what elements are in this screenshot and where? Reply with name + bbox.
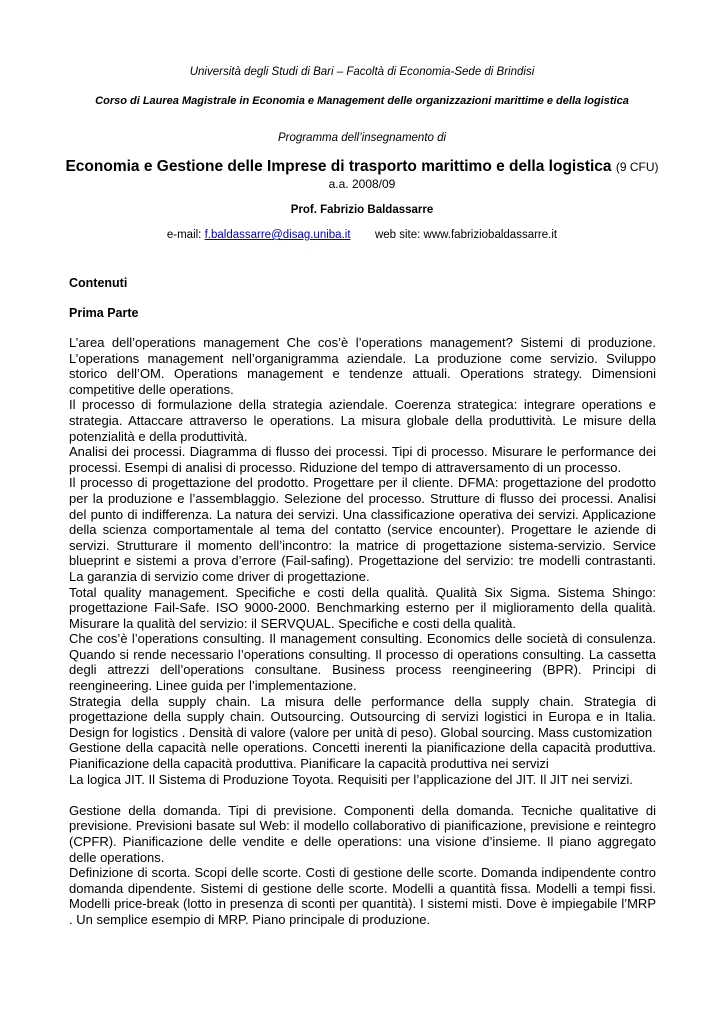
paragraph: Total quality management. Specifiche e costi della qualità. Qualità Six Sigma. Sistema Shingo: progettazione Fail-Safe. ISO 9000-2000. Benchmarking esterno per il miglioramento della qualità. Misurare la qualità del servizio: il SERVQUAL. Specifiche e costi della qualità. <box>69 584 656 631</box>
course-title-text: Economia e Gestione delle Imprese di trasporto marittimo e della logistica <box>65 158 612 175</box>
paragraph-spacer <box>69 787 656 803</box>
course-heading: Corso di Laurea Magistrale in Economia e Management delle organizzazioni marittime e della logistica <box>95 95 629 107</box>
program-intro: Programma dell’insegnamento di <box>277 132 447 144</box>
paragraph: Gestione della capacità nelle operations. Concetti inerenti la pianificazione della capacità produttiva. Pianificazione della capacità produttiva. Pianificare la capacità produttiva nei servizi <box>69 740 656 772</box>
email-label: e-mail: <box>166 229 202 241</box>
paragraph: Che cos’è l’operations consulting. Il management consulting. Economics delle società di consulenza. Quando si rende necessario l’operations consulting. Il processo di operations consulting. La cassetta degli attrezzi dell’operations consultane. Business process reengineering (BPR). Principi di reengineering. Linee guida per l’implementazione. <box>69 631 656 694</box>
email-link[interactable]: f.baldassarre@disag.uniba.it <box>204 229 351 241</box>
document-body <box>69 335 656 928</box>
academic-year: a.a. 2008/09 <box>328 177 396 191</box>
paragraph: Il processo di progettazione del prodotto. Progettare per il cliente. DFMA: progettazione del prodotto per la produzione e l’assemblaggio. Selezione del processo. Strutture di flusso dei processi. Analisi del punto di indifferenza. La natura dei servizi. Una classificazione operativa dei servizi. Applicazione della scienza comportamentale al tema del contatto (service encounter). Progettare le aziende di servizi. Strutturare il momento dell’incontro: la matrice di progettazione sistema-servizio. Service blueprint e sistemi a prova d’errore (Fail-safing). Progettazione del servizio: tre modelli contrastanti. La garanzia di servizio come driver di progettazione. <box>69 475 656 584</box>
paragraph: Strategia della supply chain. La misura delle performance della supply chain. Strategia di progettazione della supply chain. Outsourcing. Outsourcing di servizi logistici in Europa e in Italia. Design for logistics . Densità di valore (valore per unità di peso). Global sourcing. Mass customization <box>69 693 656 740</box>
contents-heading: Contenuti <box>69 276 128 290</box>
paragraph: L’area dell’operations management Che cos’è l’operations management? Sistemi di produzione. L’operations management nell’organigramma aziendale. La produzione come servizio. Sviluppo storico dell’OM. Operations management e tendenze attuali. Operations strategy. Dimensioni competitive delle operations. <box>69 335 656 397</box>
paragraph: Il processo di formulazione della strategia aziendale. Coerenza strategica: integrare operations e strategia. Attaccare attraverso le operations. La misura globale della produttività. Le misure della potenzialità e della produttività. <box>69 397 656 444</box>
course-credits: (9 CFU) <box>615 160 659 174</box>
paragraph: Analisi dei processi. Diagramma di flusso dei processi. Tipi di processo. Misurare le performance dei processi. Esempi di analisi di processo. Riduzione del tempo di attraversamento di un processo. <box>69 444 656 475</box>
paragraph: Gestione della domanda. Tipi di previsione. Componenti della domanda. Tecniche qualitative di previsione. Previsioni basate sul Web: il modello collaborativo di pianificazione, previsione e reintegro (CPFR). Pianificazione delle vendite e delle operations: una visione d’insieme. Il piano aggregato delle operations. <box>69 802 656 865</box>
professor-name: Prof. Fabrizio Baldassarre <box>290 204 434 216</box>
university-heading: Università degli Studi di Bari – Facoltà di Economia-Sede di Brindisi <box>189 66 535 78</box>
paragraph: La logica JIT. Il Sistema di Produzione Toyota. Requisiti per l’applicazione del JIT. Il JIT nei servizi. <box>69 771 633 787</box>
part-one-heading: Prima Parte <box>69 306 139 320</box>
contact-line <box>0 229 724 241</box>
website-text: web site: www.fabriziobaldassarre.it <box>374 229 558 241</box>
course-title <box>0 158 724 176</box>
paragraph: Definizione di scorta. Scopi delle scorte. Costi di gestione delle scorte. Domanda indipendente contro domanda dipendente. Sistemi di gestione delle scorte. Modelli a quantità fissa. Modelli a tempi fissi. Modelli price-break (lotto in presenza di sconti per quantità). I sistemi misti. Dove è impiegabile l’MRP . Un semplice esempio di MRP. Piano principale di produzione. <box>69 865 656 927</box>
